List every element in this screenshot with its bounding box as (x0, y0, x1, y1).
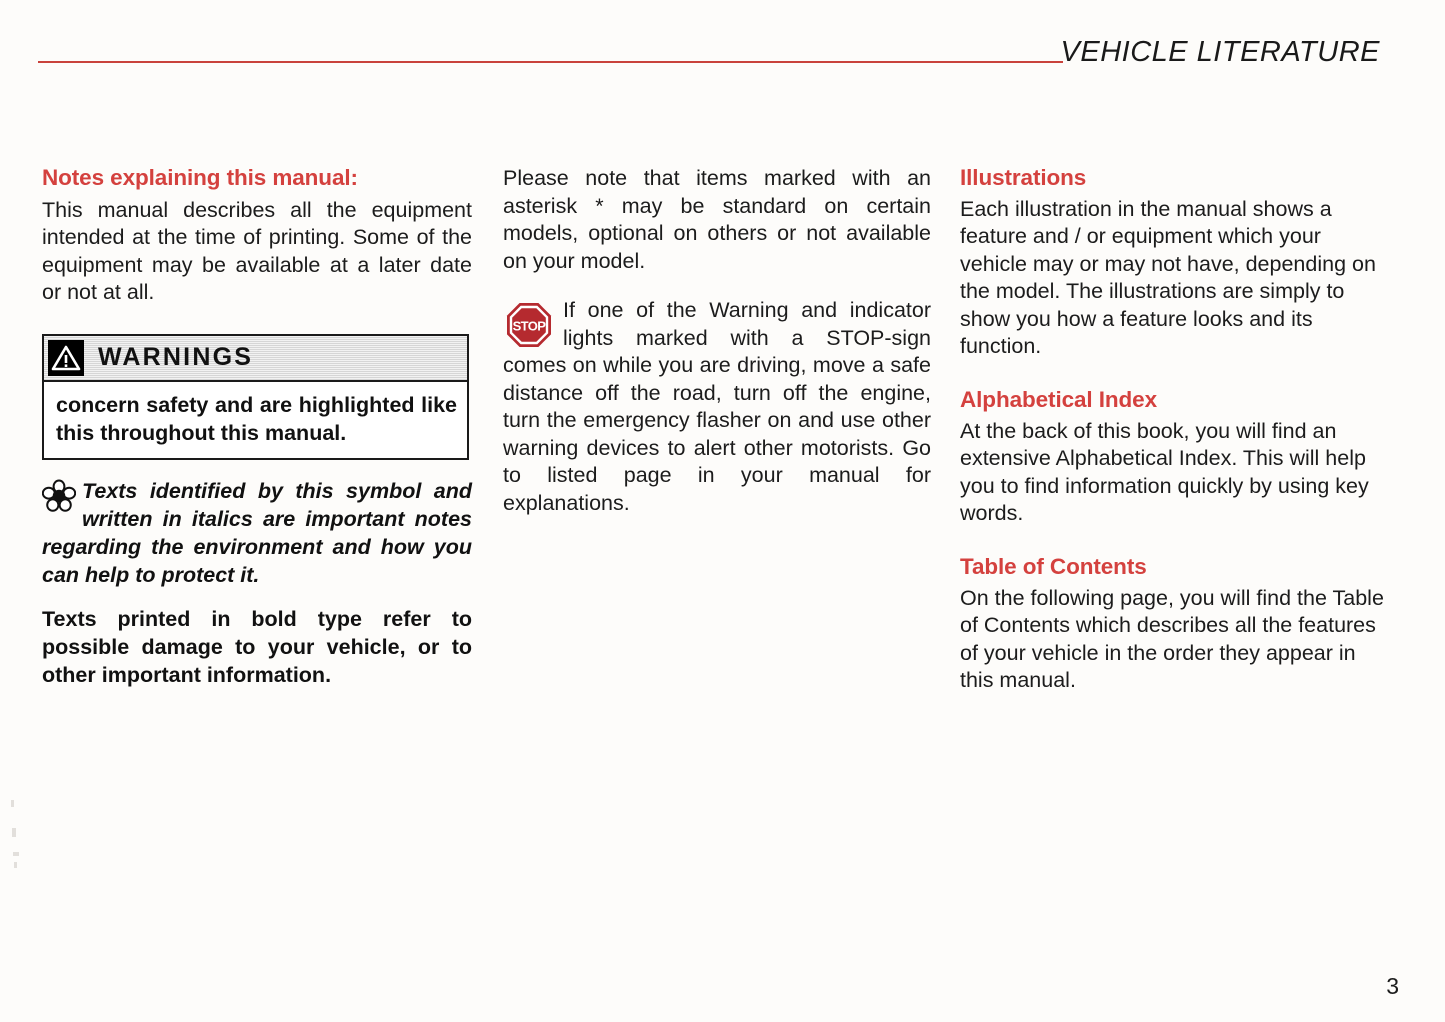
asterisk-paragraph: Please note that items marked with an asterisk * may be standard on certain models, optional on others or not available on your model. (503, 166, 931, 273)
environment-note-text: Texts identified by this symbol and written in italics are important notes regarding the environment and how you can help to protect it. (42, 478, 472, 587)
warnings-text: concern safety and are highlighted like this throughout this manual. (56, 392, 457, 445)
scan-artifact (14, 862, 17, 868)
alphabetical-index-heading: Alphabetical Index (960, 386, 1157, 412)
header-rule (38, 61, 1063, 63)
bold-type-note: Texts printed in bold type refer to possible damage to your vehicle, or to other important information. (42, 606, 472, 687)
scan-artifact (12, 828, 16, 837)
table-of-contents-heading: Table of Contents (960, 553, 1147, 579)
warnings-body (44, 382, 467, 458)
notes-heading: Notes explaining this manual: (42, 165, 358, 190)
page-header (0, 36, 1445, 84)
flower-environment-icon (42, 479, 76, 513)
warnings-header (44, 336, 467, 382)
warnings-box (42, 334, 469, 460)
svg-text:STOP: STOP (512, 318, 546, 334)
column-three (960, 165, 1392, 695)
illustrations-heading: Illustrations (960, 165, 1087, 190)
alphabetical-index-paragraph: At the back of this book, you will find an extensive Alphabetical Index. This will help you to find information quickly by using key words. (960, 418, 1369, 526)
scan-artifact (13, 852, 19, 856)
column-two (503, 165, 931, 517)
table-of-contents-paragraph: On the following page, you will find the Table of Contents which describes all the features of your vehicle in the order they appear in this manual. (960, 585, 1384, 693)
illustrations-paragraph: Each illustration in the manual shows a feature and / or equipment which your vehicle may or may not have, depending on the model. The illustrations are simply to show you how a feature looks and its function. (960, 196, 1376, 359)
stop-paragraph-text: If one of the Warning and indicator lights marked with a STOP-sign comes on while you are driving, move a safe distance off the road, turn off the engine, turn the emergency flasher on and use other warning devices to alert other motorists. Go to listed page in your manual for explanations. (503, 298, 931, 515)
stop-sign-paragraph (503, 297, 931, 517)
scan-artifact (11, 800, 14, 807)
stop-sign-icon (505, 301, 553, 349)
page-number: 3 (1386, 973, 1399, 999)
column-one (42, 165, 472, 689)
page-title: VEHICLE LITERATURE (1060, 36, 1380, 68)
notes-paragraph: This manual describes all the equipment intended at the time of printing. Some of the equipment may be available at a later date or not at all. (42, 197, 472, 305)
environment-note (42, 477, 472, 589)
warning-triangle-icon (48, 340, 84, 376)
warnings-label: WARNINGS (98, 343, 254, 372)
